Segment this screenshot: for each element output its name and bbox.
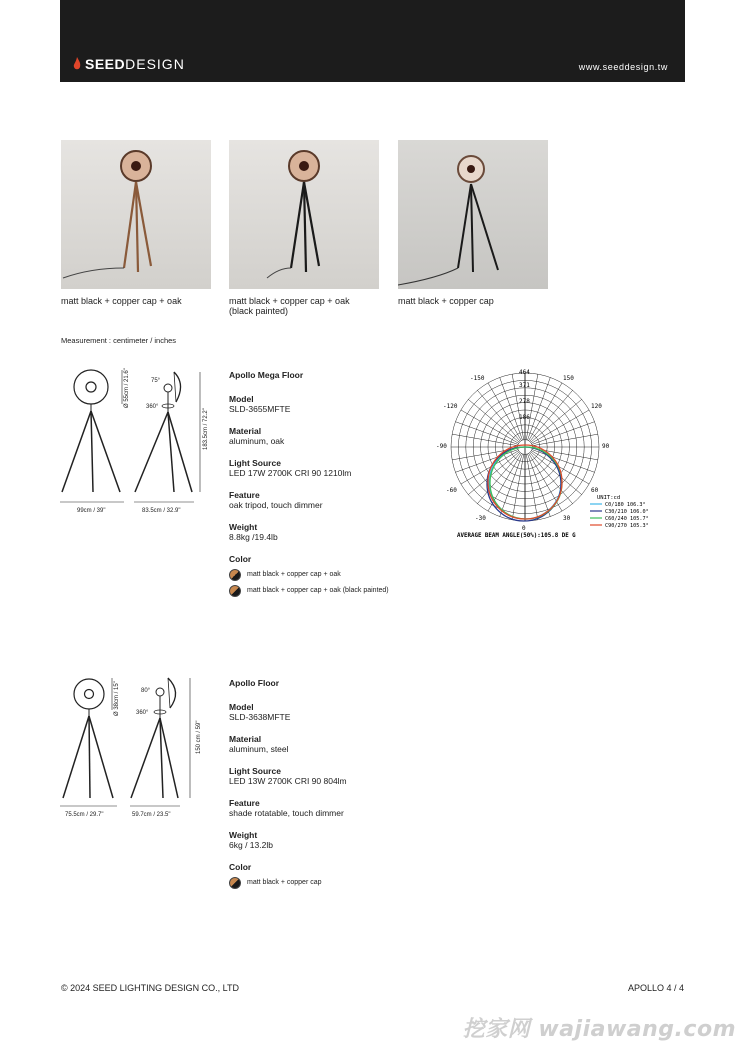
product-photo-oak bbox=[61, 140, 211, 289]
spec-apollo-mega-floor bbox=[229, 370, 389, 596]
grid-spoke bbox=[526, 454, 538, 520]
angle-label: -90 bbox=[436, 443, 447, 450]
model-label: Model bbox=[229, 394, 254, 404]
brand-name-bold: SEED bbox=[85, 56, 126, 72]
light-source-value: LED 13W 2700K CRI 90 804lm bbox=[229, 776, 347, 786]
photo-caption: matt black + copper cap + oak bbox=[61, 296, 182, 306]
side-drawing-floor bbox=[128, 674, 208, 824]
weight-value: 6kg / 13.2lb bbox=[229, 840, 273, 850]
angle-label: 464 bbox=[519, 369, 530, 376]
light-source-label: Light Source bbox=[229, 458, 281, 468]
legend-label: C90/270 105.3° bbox=[605, 523, 649, 529]
color-label: Color bbox=[229, 554, 252, 564]
dim-width-front: 99cm / 39" bbox=[77, 508, 106, 514]
model-value: SLD-3655MFTE bbox=[229, 404, 291, 414]
dim-width-side: 83.5cm / 32.9" bbox=[142, 508, 181, 514]
feature-value: shade rotatable, touch dimmer bbox=[229, 808, 344, 818]
dim-width-front: 75.5cm / 29.7" bbox=[65, 812, 104, 818]
brand-logo[interactable] bbox=[73, 56, 185, 72]
color-option-label: matt black + copper cap + oak bbox=[247, 571, 341, 578]
dim-height: 150 cm / 59" bbox=[196, 720, 202, 754]
grid-spoke bbox=[532, 448, 598, 460]
light-distribution-polar-chart bbox=[432, 366, 672, 541]
grid-spoke bbox=[452, 434, 518, 446]
angle-label: 120 bbox=[591, 403, 602, 410]
measurement-note: Measurement : centimeter / inches bbox=[61, 336, 177, 345]
angle-label: 30 bbox=[563, 515, 571, 522]
feature-label: Feature bbox=[229, 490, 260, 500]
brand-name-light: DESIGN bbox=[125, 56, 185, 72]
light-source-value: LED 17W 2700K CRI 90 1210lm bbox=[229, 468, 352, 478]
side-drawing-mega bbox=[130, 366, 210, 520]
polar-grid bbox=[451, 373, 599, 521]
dim-shade: Ø 38cm / 15" bbox=[114, 681, 120, 716]
chart-legend bbox=[590, 502, 649, 529]
website-link[interactable]: www.seeddesign.tw bbox=[578, 62, 668, 72]
product-photo-black bbox=[398, 140, 548, 289]
material-label: Material bbox=[229, 734, 262, 744]
color-option bbox=[229, 586, 389, 596]
angle-label: 150 bbox=[563, 375, 574, 382]
legend-label: C30/210 106.0° bbox=[605, 509, 649, 515]
weight-value: 8.8kg /19.4lb bbox=[229, 532, 278, 542]
color-option-label: matt black + copper cap + oak (black painted) bbox=[247, 587, 389, 594]
weight-label: Weight bbox=[229, 522, 258, 532]
dim-height: 183.5cm / 72.2" bbox=[203, 408, 209, 450]
header-bar bbox=[60, 0, 685, 82]
legend-label: C60/240 105.7° bbox=[605, 516, 649, 522]
light-source-label: Light Source bbox=[229, 766, 281, 776]
unit-label: UNIT:cd bbox=[597, 495, 621, 501]
feature-label: Feature bbox=[229, 798, 260, 808]
color-label: Color bbox=[229, 862, 252, 872]
color-swatch-icon bbox=[229, 585, 241, 597]
copyright-text: © 2024 SEED LIGHTING DESIGN CO., LTD bbox=[61, 983, 240, 993]
dim-width-side: 59.7cm / 23.5" bbox=[132, 812, 171, 818]
spec-apollo-floor bbox=[229, 678, 347, 888]
legend-label: C0/180 106.3° bbox=[605, 502, 646, 508]
product-photo-black-oak bbox=[229, 140, 379, 289]
dim-rotate: 360° bbox=[146, 404, 159, 410]
beam-angle-label: AVERAGE BEAM ANGLE(50%):105.8 DE G bbox=[457, 533, 576, 539]
color-option bbox=[229, 570, 389, 580]
angle-label: -30 bbox=[475, 515, 486, 522]
dim-rotate: 360° bbox=[136, 710, 149, 716]
photo-caption: matt black + copper cap + oak (black painted) bbox=[229, 296, 350, 316]
model-label: Model bbox=[229, 702, 254, 712]
color-option-label: matt black + copper cap bbox=[247, 879, 322, 886]
feature-value: oak tripod, touch dimmer bbox=[229, 500, 323, 510]
angle-label: 186 bbox=[519, 414, 530, 421]
product-title: Apollo Floor bbox=[229, 678, 280, 688]
angle-label: -60 bbox=[446, 487, 457, 494]
angle-label: 371 bbox=[519, 382, 530, 389]
photo-caption: matt black + copper cap bbox=[398, 296, 494, 306]
angle-label: 60 bbox=[591, 487, 599, 494]
color-swatch-icon bbox=[229, 877, 241, 889]
dim-tilt: 80° bbox=[141, 688, 151, 694]
weight-label: Weight bbox=[229, 830, 258, 840]
dim-shade: Ø 55cm / 21.6" bbox=[124, 368, 130, 408]
angle-label: -150 bbox=[470, 375, 485, 382]
grid-spoke bbox=[512, 454, 524, 520]
angle-label: -120 bbox=[443, 403, 458, 410]
model-value: SLD-3638MFTE bbox=[229, 712, 291, 722]
flame-icon bbox=[73, 57, 81, 71]
grid-spoke bbox=[532, 434, 598, 446]
product-title: Apollo Mega Floor bbox=[229, 370, 304, 380]
material-value: aluminum, oak bbox=[229, 436, 285, 446]
material-label: Material bbox=[229, 426, 262, 436]
material-value: aluminum, steel bbox=[229, 744, 289, 754]
color-swatch-icon bbox=[229, 569, 241, 581]
angle-label: 90 bbox=[602, 443, 610, 450]
dim-tilt: 75° bbox=[151, 378, 161, 384]
color-option bbox=[229, 878, 347, 888]
angle-label: 278 bbox=[519, 398, 530, 405]
page-number: APOLLO 4 / 4 bbox=[627, 983, 684, 993]
angle-label: 0 bbox=[522, 525, 526, 532]
watermark-text: 挖家网 wajiawang.com bbox=[462, 1017, 736, 1042]
